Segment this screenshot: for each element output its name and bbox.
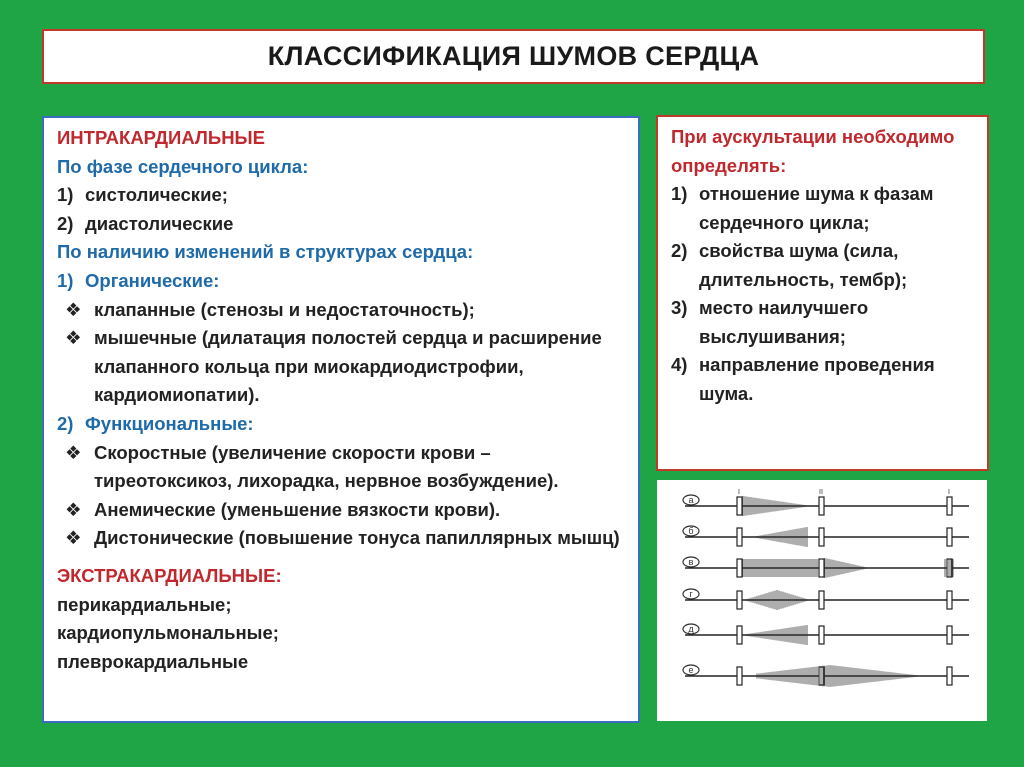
list-text: Анемические (уменьшение вязкости крови). [94, 498, 501, 520]
list-item [57, 210, 628, 239]
tone-label: II [819, 489, 823, 496]
pcg-row [683, 526, 969, 547]
heart-tone [819, 528, 824, 546]
pcg-row-label: в [688, 557, 694, 567]
page-title: КЛАССИФИКАЦИЯ ШУМОВ СЕРДЦА [42, 29, 985, 84]
list-number: 1) [57, 184, 74, 206]
heart-tone [737, 626, 742, 644]
heart-tone [819, 591, 824, 609]
heart-tone [737, 667, 742, 685]
list-text: место наилучшего выслушивания; [699, 297, 869, 347]
list-item [671, 180, 979, 237]
heart-tone [947, 667, 952, 685]
phonocardiogram-diagram [657, 480, 987, 721]
organic-heading [57, 267, 628, 296]
diamond-bullet-icon: ❖ [65, 527, 82, 549]
intracardiac-heading: ИНТРАКАРДИАЛЬНЫЕ [57, 127, 266, 148]
heart-tone [737, 497, 742, 515]
pcg-row [683, 624, 969, 645]
list-item [57, 439, 628, 496]
list-number: 2) [671, 240, 688, 261]
diamond-bullet-icon: ❖ [65, 498, 82, 520]
heart-tone [737, 559, 742, 577]
list-text: свойства шума (сила, длительность, тембр); [699, 240, 908, 290]
list-number: 2) [57, 212, 74, 234]
list-item [671, 237, 979, 294]
list-number: 1) [671, 183, 688, 204]
list-text: мышечные (дилатация полостей сердца и расширение клапанного кольца при миокардиодистрофии, кардиомиопатии). [94, 327, 602, 406]
pcg-row-label: б [688, 526, 694, 536]
list-number: 3) [671, 297, 688, 318]
list-text: направление проведения шума. [699, 354, 935, 404]
list-text: отношение шума к фазам сердечного цикла; [699, 183, 934, 233]
heart-tone [947, 528, 952, 546]
tone-label: I [948, 489, 950, 496]
heart-tone [737, 591, 742, 609]
list-text: диастолические [85, 212, 234, 234]
heart-tone [819, 559, 824, 577]
pcg-row-label: д [688, 624, 694, 634]
list-number: 4) [671, 354, 688, 375]
functional-heading [57, 410, 628, 439]
changes-heading: По наличию изменений в структурах сердца: [57, 241, 474, 263]
pcg-row [683, 589, 969, 610]
pcg-row [683, 665, 969, 687]
functional-label: Функциональные: [85, 412, 254, 434]
heart-tone [819, 626, 824, 644]
pcg-row-label: г [689, 589, 693, 599]
tone-label: I [738, 489, 740, 496]
list-number: 2) [57, 412, 74, 434]
list-number: 1) [57, 269, 74, 291]
auscultation-heading: При аускультации необходимо определять: [671, 126, 955, 176]
pcg-row [683, 557, 969, 578]
list-text: Скоростные (увеличение скорости крови – тиреотоксикоз, лихорадка, нервное возбуждение). [94, 441, 559, 492]
pcg-row-label: а [688, 495, 694, 505]
list-text: Дистонические (повышение тонуса папиллярных мышц) [94, 527, 620, 549]
list-item [57, 296, 628, 325]
classification-panel [42, 116, 640, 723]
list-item [57, 524, 628, 553]
list-item [671, 294, 979, 351]
heart-tone [819, 497, 824, 515]
extracardiac-heading: ЭКСТРАКАРДИАЛЬНЫЕ: [57, 564, 282, 586]
list-text: перикардиальные; [57, 593, 232, 615]
auscultation-panel [656, 115, 989, 471]
phonocardiogram-svg [657, 480, 987, 721]
list-text: кардиопульмональные; [57, 622, 279, 644]
list-item [57, 324, 628, 410]
pcg-row [683, 489, 969, 516]
list-item [57, 496, 628, 525]
phase-heading: По фазе сердечного цикла: [57, 155, 309, 177]
list-item [57, 181, 628, 210]
list-text: плеврокардиальные [57, 650, 249, 672]
diamond-bullet-icon: ❖ [65, 327, 82, 349]
organic-label: Органические: [85, 269, 220, 291]
diamond-bullet-icon: ❖ [65, 298, 82, 320]
heart-tone [947, 591, 952, 609]
heart-tone [737, 528, 742, 546]
list-text: клапанные (стенозы и недостаточность); [94, 298, 475, 320]
list-item [671, 351, 979, 408]
list-text: систолические; [85, 184, 228, 206]
pcg-row-label: е [688, 665, 694, 675]
diamond-bullet-icon: ❖ [65, 441, 82, 463]
heart-tone [947, 626, 952, 644]
heart-tone [947, 497, 952, 515]
